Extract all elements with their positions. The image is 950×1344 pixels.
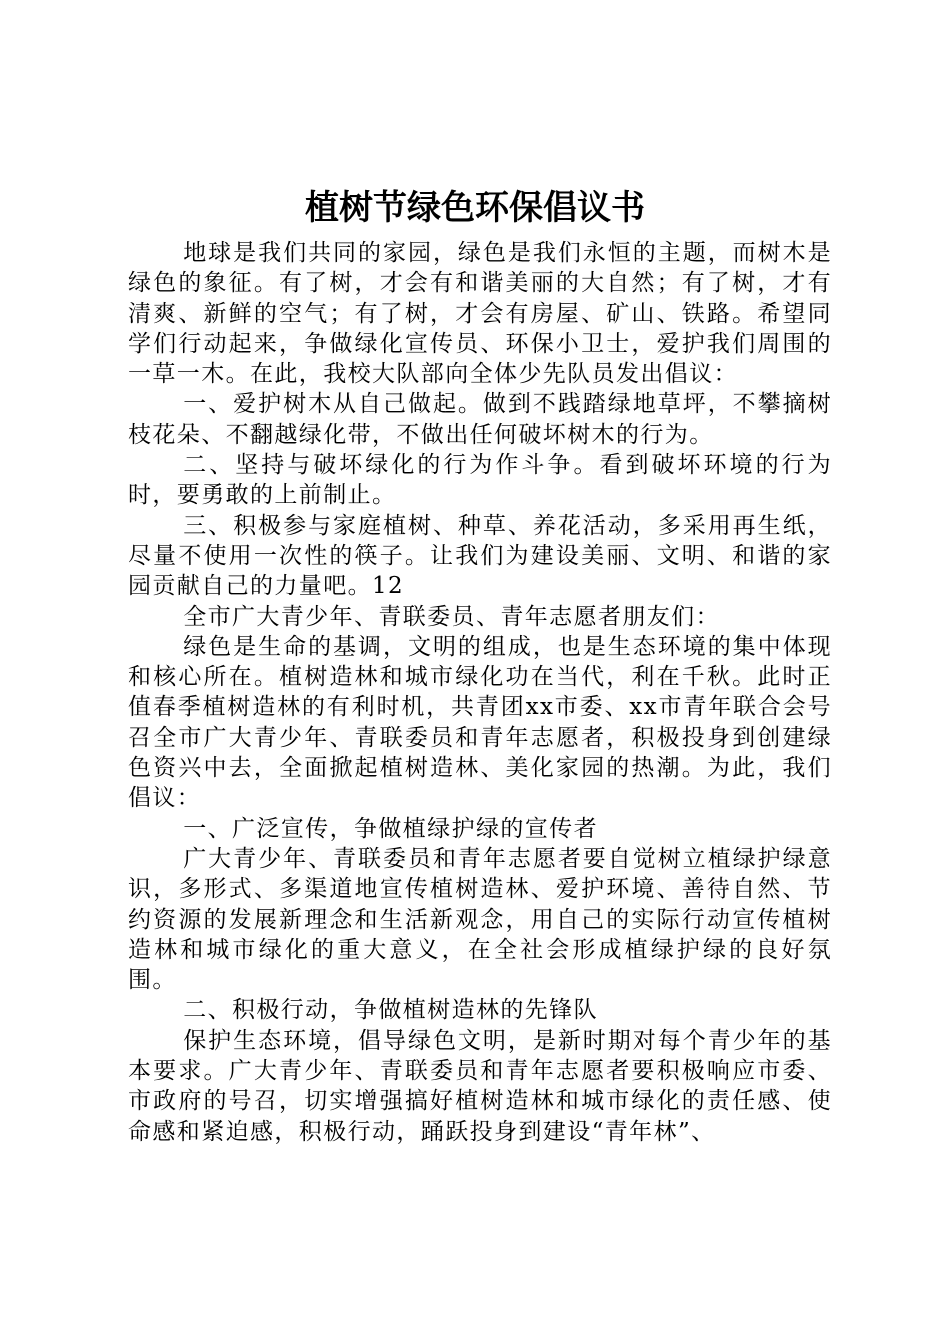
- paragraph-proposal-3: 三、积极参与家庭植树、种草、养花活动，多采用再生纸，尽量不使用一次性的筷子。让我们为建设美丽、文明、和谐的家园贡献自己的力量吧。12: [128, 512, 832, 600]
- paragraph-heading-2: 二、积极行动，争做植树造林的先锋队: [183, 997, 598, 1024]
- paragraph-section-1: 广大青少年、青联委员和青年志愿者要自觉树立植绿护绿意识，多形式、多渠道地宣传植树造林、爱护环境、善待自然、节约资源的发展新理念和生活新观念，用自己的实际行动宣传植树造林和城市绿化的重大意义，在全社会形成植绿护绿的良好氛围。: [128, 845, 832, 994]
- paragraph-heading-1: 一、广泛宣传，争做植绿护绿的宣传者: [183, 815, 598, 842]
- document-title: 植树节绿色环保倡议书: [305, 188, 645, 228]
- paragraph-background: 绿色是生命的基调，文明的组成，也是生态环境的集中体现和核心所在。植树造林和城市绿化功在当代，利在千秋。此时正值春季植树造林的有利时机，共青团xx市委、xx市青年联合会号召全市广大青少年、青联委员和青年志愿者，积极投身到创建绿色资兴中去，全面掀起植树造林、美化家园的热潮。为此，我们倡议：: [128, 633, 832, 812]
- paragraph-salutation: 全市广大青少年、青联委员、青年志愿者朋友们：: [183, 603, 720, 630]
- paragraph-proposal-2: 二、坚持与破坏绿化的行为作斗争。看到破坏环境的行为时，要勇敢的上前制止。: [128, 452, 832, 509]
- paragraph-section-2: 保护生态环境，倡导绿色文明，是新时期对每个青少年的基本要求。广大青少年、青联委员和青年志愿者要积极响应市委、市政府的号召，切实增强搞好植树造林和城市绿化的责任感、使命感和紧迫感，积极行动，踊跃投身到建设“青年林”、: [128, 1027, 832, 1145]
- paragraph-proposal-1: 一、爱护树木从自己做起。做到不践踏绿地草坪，不攀摘树枝花朵、不翻越绿化带，不做出任何破坏树木的行为。: [128, 391, 832, 448]
- document-body: [128, 238, 832, 1147]
- paragraph-intro: 地球是我们共同的家园，绿色是我们永恒的主题，而树木是绿色的象征。有了树，才会有和谐美丽的大自然；有了树，才有清爽、新鲜的空气；有了树，才会有房屋、矿山、铁路。希望同学们行动起来，争做绿化宣传员、环保小卫士，爱护我们周围的一草一木。在此，我校大队部向全体少先队员发出倡议：: [128, 240, 832, 388]
